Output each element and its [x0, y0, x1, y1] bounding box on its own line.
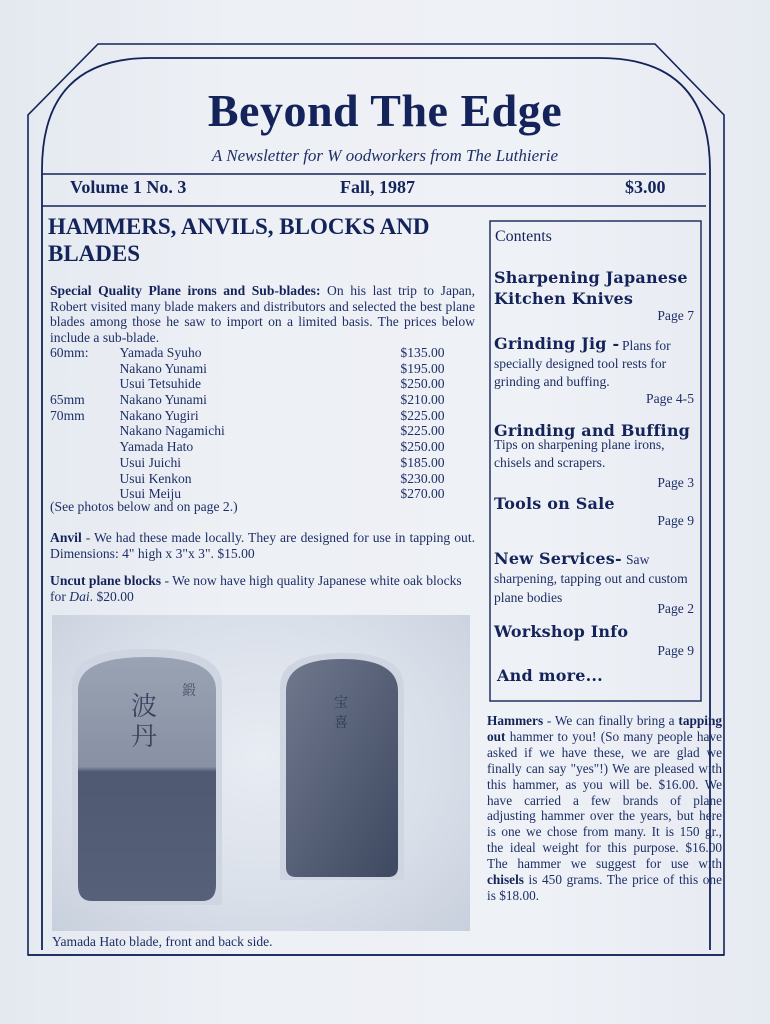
contents-item-tools-on-sale: Tools on Sale [494, 494, 615, 513]
price-blade-name: Usui Kenkon [119, 470, 192, 486]
price-blade-name: Yamada Hato [119, 439, 194, 455]
price-blade-name: Usui Tetsuhide [119, 376, 201, 392]
newsletter-subtitle: A Newsletter for W oodworkers from The Luthierie [211, 146, 559, 165]
contents-item-and-more: And more... [497, 666, 603, 685]
issue-volume: Volume 1 No. 3 [70, 177, 187, 197]
price-blade-name: Usui Meiju [119, 486, 182, 502]
svg-text:波: 波 [130, 692, 158, 722]
price-value: $135.00 [400, 345, 445, 360]
anvil-label: Anvil [50, 530, 82, 545]
plane-irons-paragraph [50, 283, 475, 345]
price-size: 70mm [50, 407, 85, 423]
price-value: $225.00 [400, 407, 445, 423]
price-blade-name: Usui Juichi [119, 454, 182, 470]
plane-irons-label: Special Quality Plane irons and Sub-blades: [50, 283, 321, 298]
price-size [50, 439, 119, 455]
price-list [50, 345, 460, 502]
issue-season: Fall, 1987 [340, 177, 415, 197]
contents-page-tools-on-sale: Page 9 [657, 513, 694, 528]
contents-page-workshop-info: Page 9 [657, 643, 694, 658]
price-value: $210.00 [400, 392, 445, 408]
anvil-text: - We had these made locally. They are designed for use in tapping out. Dimensions: 4" high x 3"x 3". $15.00 [50, 530, 475, 561]
hammers-bold-a: tapping out [487, 713, 722, 744]
contents-page-new-services: Page 2 [657, 601, 694, 616]
blocks-paragraph [50, 573, 475, 604]
price-row [50, 455, 460, 471]
price-size: 60mm: [50, 345, 89, 360]
price-value: $250.00 [400, 439, 445, 455]
contents-page-kitchen-knives: Page 7 [657, 308, 694, 323]
contents-title: Contents [495, 228, 552, 245]
contents-desc-grinding-jig: Plans for specially designed tool rests for grinding and buffing. [494, 338, 671, 389]
price-value: $270.00 [400, 486, 445, 502]
price-value: $195.00 [400, 360, 445, 376]
blocks-text-a: - We now have high quality Japanese white oak blocks for [50, 573, 462, 604]
price-size [50, 376, 119, 392]
newsletter-title: Beyond The Edge [207, 85, 563, 136]
contents-item-grinding-jig: Grinding Jig - [494, 334, 620, 353]
anvil-paragraph [50, 530, 475, 561]
price-row [50, 423, 460, 439]
price-value: $230.00 [400, 470, 445, 486]
contents-page-grinding-jig: Page 4-5 [646, 391, 694, 406]
blade-back [280, 653, 404, 880]
article-headline: HAMMERS, ANVILS, BLOCKS AND BLADES [48, 214, 430, 266]
svg-text:鍛: 鍛 [182, 683, 196, 699]
photos-note: (See photos below and on page 2.) [50, 499, 238, 514]
price-blade-name: Nakano Yunami [119, 360, 207, 376]
svg-text:宝: 宝 [334, 695, 348, 711]
price-value: $250.00 [400, 376, 445, 392]
svg-text:丹: 丹 [130, 722, 158, 752]
blade-illustration [52, 615, 470, 931]
contents-item-grinding-buffing: Grinding and Buffing [494, 421, 691, 440]
contents-item-workshop-info: Workshop Info [494, 622, 629, 641]
plane-irons-text: On his last trip to Japan, Robert visited many blade makers and distributors and selected the best plane blades among those he saw to import on a limited basis. The prices below include a sub-blade. [50, 283, 476, 345]
contents-desc-new-services: Saw sharpening, tapping out and custom plane bodies [494, 552, 688, 605]
photo-caption: Yamada Hato blade, front and back side. [52, 934, 273, 949]
contents-item-new-services: New Services- [494, 549, 622, 568]
issue-price: $3.00 [625, 177, 666, 197]
price-size: 65mm [50, 392, 85, 408]
hammers-label: Hammers [487, 713, 544, 728]
price-size [50, 455, 119, 471]
hammers-paragraph [487, 713, 722, 904]
price-row [50, 361, 460, 377]
price-size [50, 471, 119, 487]
price-row [50, 408, 460, 424]
blocks-text-b: . $20.00 [89, 588, 134, 604]
hammers-text-a: - We can finally bring a [543, 713, 679, 728]
price-blade-name: Nakano Yunami [119, 392, 207, 408]
hammers-text-b: hammer to you! (So many people have asked if we have these, we are glad we finally can say "yes"!) We are pleased with this hammer, as you will be. $16.00. We have carried a few brands of plane adjusting hammer over the years, but here is one we chose from many. It is 150 gr., the ideal weight for this purpose. $16.00 The hammer we suggest for use with [487, 728, 722, 872]
price-blade-name: Nakano Yugiri [119, 407, 199, 423]
contents-item-kitchen-knives: Sharpening Japanese Kitchen Knives [494, 268, 688, 308]
hammers-bold-b: chisels [487, 872, 524, 888]
price-blade-name: Yamada Syuho [119, 345, 202, 360]
price-row [50, 345, 460, 361]
price-value: $185.00 [400, 454, 445, 470]
price-row [50, 471, 460, 487]
blade-photo [52, 615, 470, 931]
price-row [50, 392, 460, 408]
blocks-label: Uncut plane blocks [50, 573, 162, 588]
price-row [50, 439, 460, 455]
price-size [50, 423, 119, 439]
price-size [50, 361, 119, 377]
svg-text:喜: 喜 [334, 715, 348, 731]
blade-front [72, 649, 222, 905]
price-value: $225.00 [400, 423, 445, 439]
blocks-text-em: Dai [69, 588, 90, 604]
price-blade-name: Nakano Nagamichi [119, 423, 225, 439]
contents-page-grinding-buffing: Page 3 [657, 475, 694, 490]
price-row [50, 376, 460, 392]
hammers-text-c: is 450 grams. The price of this one is $18.00. [487, 872, 722, 903]
contents-desc-grinding-buffing: Tips on sharpening plane irons, chisels and scrapers. [494, 437, 665, 470]
